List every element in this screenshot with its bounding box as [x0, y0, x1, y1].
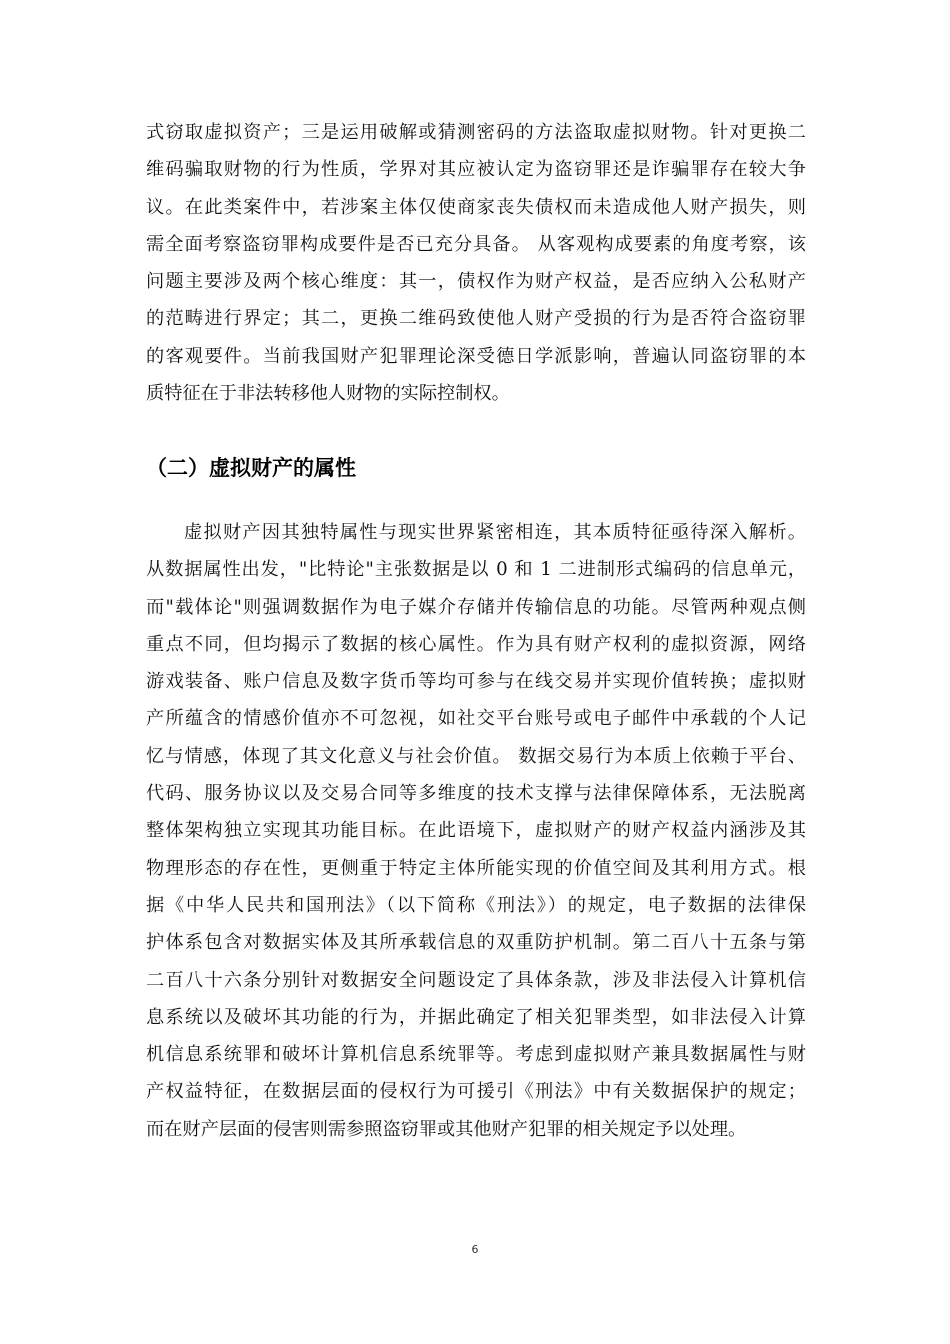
paragraph-line: 产权益特征，在数据层面的侵权行为可援引《刑法》中有关数据保护的规定； — [146, 1081, 806, 1103]
paragraph-line: 息系统以及破坏其功能的行为，并据此确定了相关犯罪类型，如非法侵入计算 — [146, 1006, 806, 1028]
paragraph-line: 议。在此类案件中，若涉案主体仅使商家丧失债权而未造成他人财产损失，则 — [146, 196, 806, 218]
paragraph-line: 机信息系统罪和破坏计算机信息系统罪等。考虑到虚拟财产兼具数据属性与财 — [146, 1044, 806, 1066]
paragraph-line: 忆与情感，体现了其文化意义与社会价值。 数据交易行为本质上依赖于平台、 — [146, 745, 806, 767]
paragraph-line: 问题主要涉及两个核心维度：其一，债权作为财产权益，是否应纳入公私财产 — [146, 271, 806, 293]
paragraph-line: 代码、服务协议以及交易合同等多维度的技术支撑与法律保障体系，无法脱离 — [146, 783, 806, 805]
paragraph-line: 而"载体论"则强调数据作为电子媒介存储并传输信息的功能。尽管两种观点侧 — [146, 596, 806, 618]
paragraph-line: 维码骗取财物的行为性质，学界对其应被认定为盗窃罪还是诈骗罪存在较大争 — [146, 159, 806, 181]
paragraph-line: 整体架构独立实现其功能目标。在此语境下，虚拟财产的财产权益内涵涉及其 — [146, 820, 806, 842]
paragraph-line: 需全面考察盗窃罪构成要件是否已充分具备。 从客观构成要素的角度考察，该 — [146, 233, 806, 255]
body-paragraph-1 — [146, 114, 806, 412]
paragraph-line: 据《中华人民共和国刑法》（以下简称《刑法》）的规定，电子数据的法律保 — [146, 894, 806, 916]
paragraph-line: 而在财产层面的侵害则需参照盗窃罪或其他财产犯罪的相关规定予以处理。 — [146, 1118, 747, 1140]
paragraph-line: 产所蕴含的情感价值亦不可忽视，如社交平台账号或电子邮件中承载的个人记 — [146, 708, 806, 730]
paragraph-line: 二百八十六条分别针对数据安全问题设定了具体条款，涉及非法侵入计算机信 — [146, 969, 806, 991]
paragraph-line: 的客观要件。当前我国财产犯罪理论深受德日学派影响，普遍认同盗窃罪的本 — [146, 345, 806, 367]
paragraph-line: 质特征在于非法转移他人财物的实际控制权。 — [146, 383, 510, 405]
paragraph-line: 护体系包含对数据实体及其所承载信息的双重防护机制。第二百八十五条与第 — [146, 932, 806, 954]
paragraph-line: 游戏装备、账户信息及数字货币等均可参与在线交易并实现价值转换；虚拟财 — [146, 671, 806, 693]
paragraph-line: 式窃取虚拟资产；三是运用破解或猜测密码的方法盗取虚拟财物。针对更换二 — [146, 122, 806, 143]
page-number: 6 — [471, 1243, 479, 1256]
body-paragraph-2 — [146, 514, 806, 1148]
paragraph-line: 重点不同，但均揭示了数据的核心属性。作为具有财产权利的虚拟资源，网络 — [146, 633, 806, 655]
paragraph-line: 虚拟财产因其独特属性与现实世界紧密相连，其本质特征亟待深入解析。 — [184, 522, 806, 543]
paragraph-line: 从数据属性出发，"比特论"主张数据是以 0 和 1 二进制形式编码的信息单元， — [146, 559, 806, 581]
paragraph-line: 物理形态的存在性，更侧重于特定主体所能实现的价值空间及其利用方式。根 — [146, 857, 806, 879]
paragraph-line: 的范畴进行界定；其二，更换二维码致使他人财产受损的行为是否符合盗窃罪 — [146, 308, 806, 330]
section-heading: （二）虚拟财产的属性 — [146, 456, 356, 480]
